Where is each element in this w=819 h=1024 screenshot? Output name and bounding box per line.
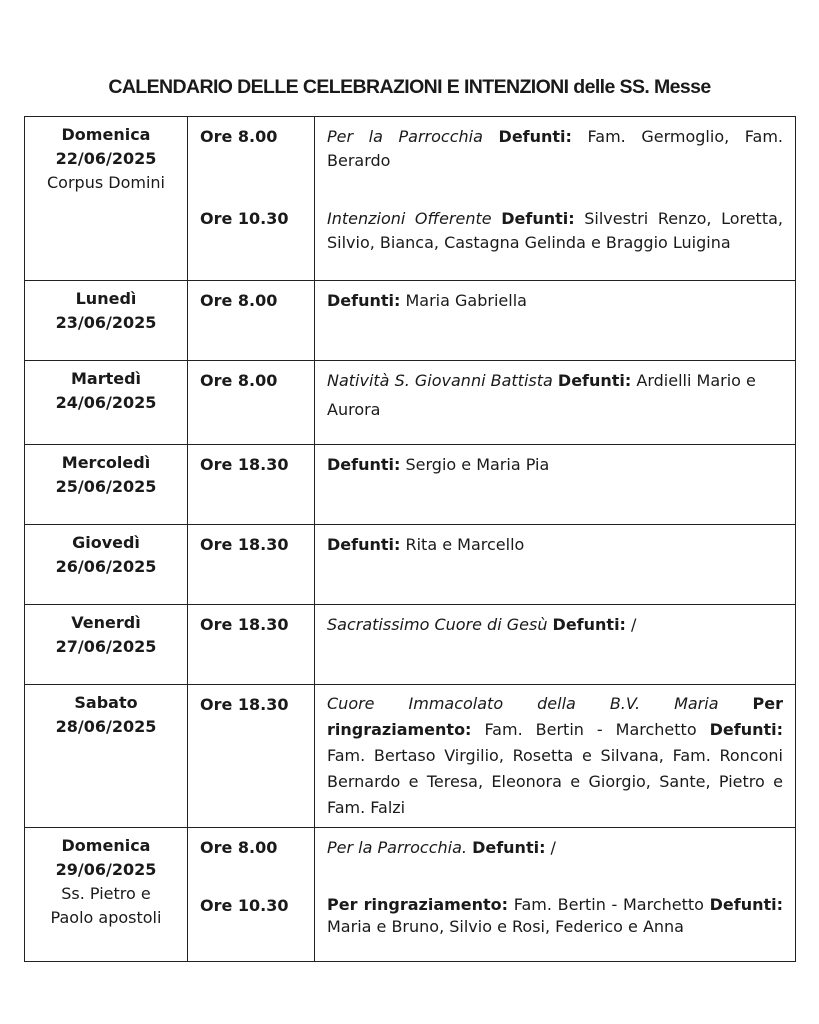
day-note: Ss. Pietro e Paolo apostoli [50, 884, 162, 927]
day-cell [25, 445, 188, 525]
intention-text: Sergio e Maria Pia [400, 455, 550, 474]
day-name: Venerdì [71, 613, 141, 632]
day-name: Sabato [74, 693, 138, 712]
day-date: 27/06/2025 [55, 637, 157, 656]
mass-time: Ore 10.30 [200, 896, 289, 915]
mass-time: Ore 8.00 [200, 838, 278, 857]
mass-time: Ore 18.30 [200, 535, 289, 554]
celebration-title: Natività S. Giovanni Battista [327, 371, 553, 390]
celebration-title: Sacratissimo Cuore di Gesù [327, 615, 548, 634]
table-row [25, 117, 796, 281]
intention-label: Defunti: [498, 127, 572, 146]
time-cell [188, 281, 315, 361]
intentions-cell [315, 361, 796, 445]
intention-label: Defunti: [327, 535, 401, 554]
day-date: 24/06/2025 [55, 393, 157, 412]
mass-intention [327, 691, 783, 821]
intention-label: Defunti: [552, 615, 626, 634]
table-row [25, 525, 796, 605]
day-cell [25, 525, 188, 605]
intention-text: Fam. Bertaso Virgilio, Rosetta e Silvana, Fam. Ronconi Bernardo e Teresa, Eleonora e Giorgio, Sante, Pietro e Fam. Falzi [327, 746, 783, 817]
time-cell [188, 828, 315, 962]
intention-text: Silvestri Renzo, Loretta, Silvio, Bianca, Castagna Gelinda e Braggio Luigina [327, 209, 783, 252]
day-date: 25/06/2025 [55, 477, 157, 496]
day-name: Domenica [61, 836, 151, 855]
mass-intention [327, 894, 783, 938]
intention-label: Defunti: [327, 291, 401, 310]
intentions-cell [315, 828, 796, 962]
day-cell [25, 685, 188, 828]
mass-intention [327, 533, 783, 557]
intention-text: Maria e Bruno, Silvio e Rosi, Federico e Anna [327, 917, 684, 936]
table-row [25, 281, 796, 361]
intentions-cell [315, 445, 796, 525]
mass-intention [327, 125, 783, 173]
day-name: Domenica [61, 125, 151, 144]
intention-label: Defunti: [709, 895, 783, 914]
intentions-cell [315, 281, 796, 361]
mass-time: Ore 8.00 [200, 127, 278, 146]
day-name: Lunedì [75, 289, 137, 308]
table-row [25, 605, 796, 685]
intentions-cell [315, 117, 796, 281]
table-row [25, 445, 796, 525]
celebration-title: Per la Parrocchia [327, 127, 483, 146]
day-cell [25, 605, 188, 685]
intention-text: Fam. Bertin - Marchetto [508, 895, 710, 914]
celebration-title: Cuore Immacolato della B.V. Maria [327, 694, 719, 713]
intention-label: Per ringraziamento: [327, 895, 509, 914]
intention-text: / [545, 838, 556, 857]
mass-intention [327, 836, 783, 860]
intentions-cell [315, 525, 796, 605]
day-date: 29/06/2025 [55, 860, 157, 879]
intention-text: / [625, 615, 637, 634]
day-cell [25, 828, 188, 962]
time-cell [188, 605, 315, 685]
calendar-table [24, 116, 796, 962]
day-date: 26/06/2025 [55, 557, 157, 576]
intention-text: Fam. Germoglio, Fam. Berardo [327, 127, 784, 170]
mass-time: Ore 8.00 [200, 291, 278, 310]
table-row [25, 828, 796, 962]
intention-text: Ardielli Mario e Aurora [327, 371, 756, 419]
day-date: 28/06/2025 [55, 717, 157, 736]
day-date: 22/06/2025 [55, 149, 157, 168]
intention-label: Per ringraziamento: [327, 694, 783, 739]
day-date: 23/06/2025 [55, 313, 157, 332]
mass-time: Ore 18.30 [200, 615, 289, 634]
table-row [25, 361, 796, 445]
document-title: CALENDARIO DELLE CELEBRAZIONI E INTENZIONI delle SS. Messe [108, 76, 711, 98]
time-cell [188, 361, 315, 445]
mass-intention [327, 366, 783, 424]
celebration-title: Intenzioni Offerente [327, 209, 492, 228]
intention-label: Defunti: [472, 838, 546, 857]
intention-label: Defunti: [557, 371, 632, 390]
mass-intention [327, 613, 783, 637]
time-cell [188, 525, 315, 605]
table-row [25, 685, 796, 828]
intention-label: Defunti: [709, 720, 783, 739]
mass-time: Ore 18.30 [200, 695, 289, 714]
day-cell [25, 361, 188, 445]
celebration-title: Per la Parrocchia. [327, 838, 467, 857]
intention-label: Defunti: [501, 209, 575, 228]
intentions-cell [315, 605, 796, 685]
mass-time: Ore 8.00 [200, 371, 278, 390]
mass-intention [327, 453, 783, 477]
day-note: Corpus Domini [47, 173, 165, 192]
mass-time: Ore 18.30 [200, 455, 289, 474]
intention-text: Maria Gabriella [400, 291, 527, 310]
mass-intention [327, 207, 783, 255]
time-cell [188, 117, 315, 281]
mass-time: Ore 10.30 [200, 209, 289, 228]
intention-label: Defunti: [327, 455, 401, 474]
time-cell [188, 445, 315, 525]
day-name: Martedì [70, 369, 142, 388]
time-cell [188, 685, 315, 828]
day-cell [25, 281, 188, 361]
intention-text: Rita e Marcello [400, 535, 525, 554]
mass-intention [327, 289, 783, 313]
intentions-cell [315, 685, 796, 828]
intention-text: Fam. Bertin - Marchetto [471, 720, 710, 739]
day-cell [25, 117, 188, 281]
day-name: Mercoledì [61, 453, 151, 472]
day-name: Giovedì [72, 533, 140, 552]
